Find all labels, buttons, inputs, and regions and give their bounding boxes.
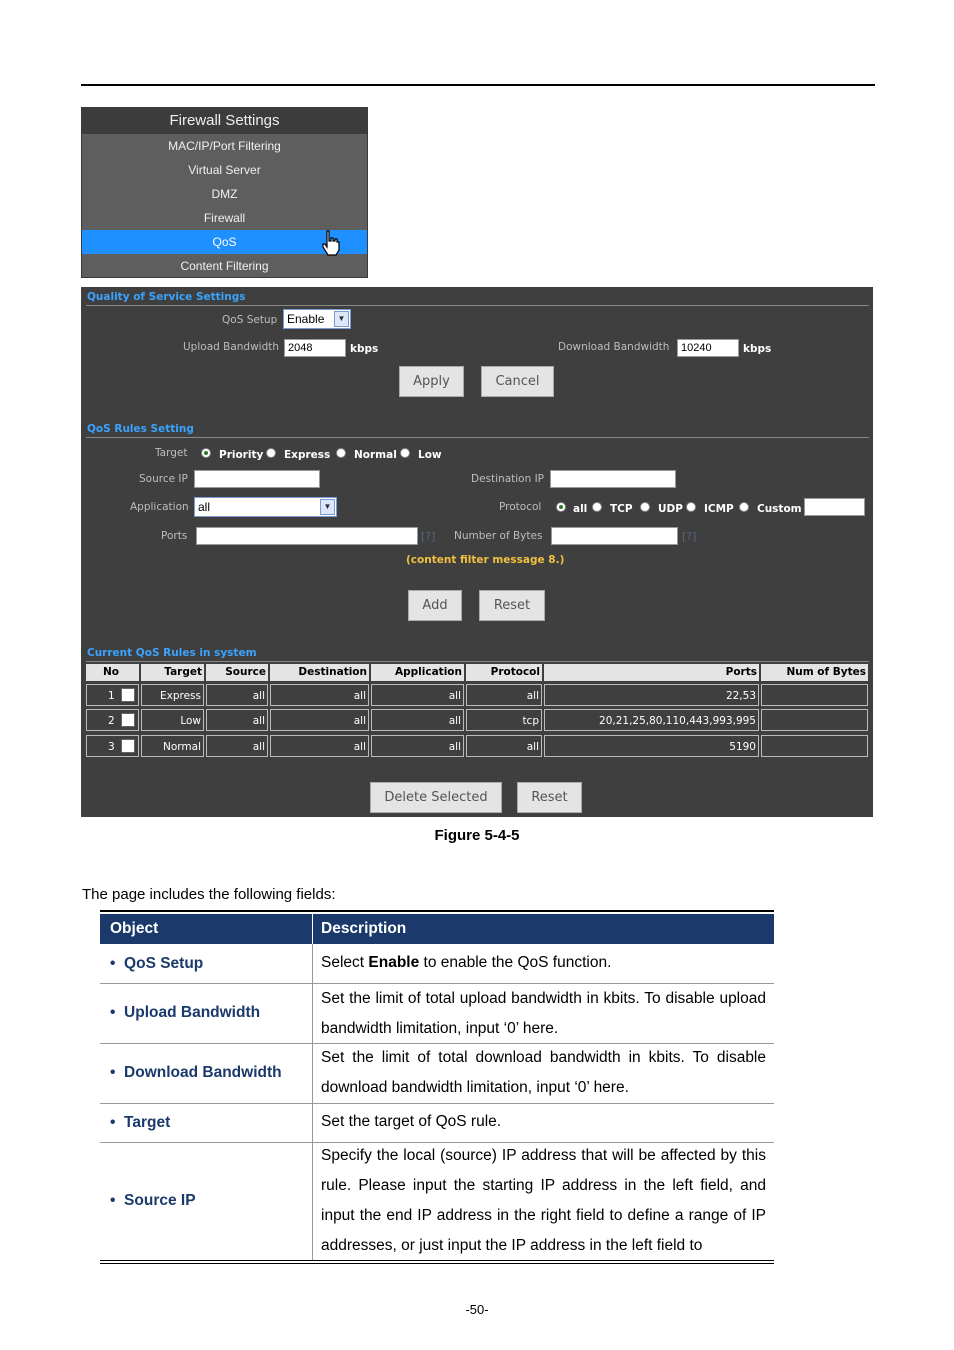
firewall-settings-menu xyxy=(81,107,368,278)
protocol-all-radio[interactable] xyxy=(556,502,566,512)
row-destination: all xyxy=(270,709,369,731)
source-ip-label: Source IP xyxy=(139,473,188,485)
row-no: 3 xyxy=(108,741,115,753)
source-ip-input[interactable] xyxy=(194,470,320,488)
row-protocol: all xyxy=(466,735,542,757)
description-cell: Specify the local (source) IP address that will be affected by this rule. Please input the starting IP address in the left field, and input the end IP address in the right field to define a range of IP addresses, or just input the IP address in the left field to xyxy=(321,1147,766,1254)
download-bandwidth-input[interactable]: 10240 xyxy=(677,339,739,357)
table-row xyxy=(100,984,774,1044)
row-select-checkbox[interactable] xyxy=(121,713,135,727)
ports-input[interactable] xyxy=(196,527,418,545)
row-no: 1 xyxy=(108,690,115,702)
target-low-radio[interactable] xyxy=(400,448,410,458)
row-source: all xyxy=(206,735,268,757)
qos-rules-heading: QoS Rules Setting xyxy=(87,423,194,435)
custom-protocol-input[interactable] xyxy=(804,498,865,516)
object-name: Download Bandwidth xyxy=(124,1064,282,1081)
table-row xyxy=(100,1044,774,1104)
apply-button[interactable]: Apply xyxy=(399,366,464,397)
object-cell: • QoS Setup xyxy=(110,955,204,972)
row-application: all xyxy=(371,709,464,731)
col-num-bytes: Num of Bytes xyxy=(761,664,868,681)
divider xyxy=(86,661,869,662)
target-low-label: Low xyxy=(418,449,442,461)
description-cell: Set the limit of total download bandwidth in kbits. To disable download bandwidth limitation, input ‘0’ here. xyxy=(321,1049,766,1096)
reset-rule-button[interactable]: Reset xyxy=(479,590,545,621)
col-application: Application xyxy=(371,664,464,681)
object-cell: • Upload Bandwidth xyxy=(110,1004,261,1021)
menu-title: Firewall Settings xyxy=(82,108,367,134)
row-ports: 22,53 xyxy=(544,684,759,706)
row-destination: all xyxy=(270,735,369,757)
qos-settings-heading: Quality of Service Settings xyxy=(87,291,246,303)
desc-text: Select xyxy=(321,954,369,971)
number-of-bytes-input[interactable] xyxy=(551,527,678,545)
delete-selected-button[interactable]: Delete Selected xyxy=(370,782,502,813)
qos-setup-label: QoS Setup xyxy=(222,314,278,326)
menu-item-virtual-server[interactable]: Virtual Server xyxy=(188,163,261,177)
qos-panel xyxy=(81,287,873,817)
protocol-all-label: all xyxy=(573,503,588,515)
application-select[interactable] xyxy=(194,497,337,517)
row-application: all xyxy=(371,735,464,757)
menu-item-dmz[interactable]: DMZ xyxy=(211,187,238,201)
protocol-udp-label: UDP xyxy=(658,503,683,515)
fields-table-header xyxy=(100,914,774,944)
protocol-icmp-label: ICMP xyxy=(704,503,734,515)
target-priority-label: Priority xyxy=(219,449,264,461)
protocol-tcp-radio[interactable] xyxy=(592,502,602,512)
desc-bold: Enable xyxy=(368,954,420,971)
destination-ip-label: Destination IP xyxy=(471,473,545,485)
cancel-button[interactable]: Cancel xyxy=(481,366,554,397)
protocol-icmp-radio[interactable] xyxy=(686,502,696,512)
row-ports: 20,21,25,80,110,443,993,995 xyxy=(544,709,759,731)
table-row xyxy=(100,1104,774,1143)
content-filter-note: (content filter message 8.) xyxy=(406,554,565,566)
upload-bandwidth-label: Upload Bandwidth xyxy=(183,341,280,353)
header-description: Description xyxy=(321,920,407,937)
target-priority-radio[interactable] xyxy=(201,448,211,458)
col-destination: Destination xyxy=(270,664,369,681)
target-express-radio[interactable] xyxy=(266,448,276,458)
description-cell: Set the target of QoS rule. xyxy=(321,1113,502,1130)
current-rules-heading: Current QoS Rules in system xyxy=(87,647,257,659)
table-row xyxy=(100,944,774,984)
upload-unit: kbps xyxy=(350,343,379,355)
application-label: Application xyxy=(130,501,189,513)
ports-help-link[interactable]: [?] xyxy=(421,530,436,543)
qos-setup-value: Enable xyxy=(287,312,325,326)
menu-item-content-filtering[interactable]: Content Filtering xyxy=(180,259,269,273)
row-no: 2 xyxy=(108,715,115,727)
menu-item-firewall[interactable]: Firewall xyxy=(203,211,246,225)
upload-bandwidth-input[interactable]: 2048 xyxy=(284,339,346,357)
object-cell: • Target xyxy=(110,1114,171,1131)
description-cell xyxy=(321,948,766,978)
row-source: all xyxy=(206,709,268,731)
add-button[interactable]: Add xyxy=(408,590,462,621)
figure-caption: Figure 5-4-5 xyxy=(434,827,520,844)
col-target: Target xyxy=(141,664,204,681)
row-ports: 5190 xyxy=(544,735,759,757)
number-of-bytes-label: Number of Bytes xyxy=(454,530,543,542)
row-select-checkbox[interactable] xyxy=(121,739,135,753)
hand-cursor-icon xyxy=(320,230,342,256)
header-object: Object xyxy=(110,920,159,937)
divider xyxy=(86,305,869,306)
table-bottom-rule xyxy=(100,1260,774,1261)
col-protocol: Protocol xyxy=(466,664,542,681)
row-bytes xyxy=(761,684,868,706)
protocol-udp-radio[interactable] xyxy=(640,502,650,512)
protocol-custom-label: Custom xyxy=(757,503,802,515)
protocol-label: Protocol xyxy=(499,501,542,513)
row-protocol: all xyxy=(466,684,542,706)
object-name: Target xyxy=(124,1114,171,1131)
row-protocol: tcp xyxy=(466,709,542,731)
desc-text: to enable the QoS function. xyxy=(419,954,612,971)
qos-setup-select[interactable] xyxy=(283,309,351,329)
table-row xyxy=(100,1143,774,1260)
protocol-custom-radio[interactable] xyxy=(739,502,749,512)
header-rule xyxy=(81,84,875,86)
row-destination: all xyxy=(270,684,369,706)
chevron-down-icon: ▼ xyxy=(334,311,349,327)
page-number: -50- xyxy=(465,1302,489,1317)
ports-label: Ports xyxy=(161,530,188,542)
destination-ip-input[interactable] xyxy=(550,470,676,488)
description-cell: Set the limit of total upload bandwidth in kbits. To disable upload bandwidth limitation, input ‘0’ here. xyxy=(321,990,766,1037)
row-target: Normal xyxy=(141,735,204,757)
reset-table-button[interactable]: Reset xyxy=(517,782,582,813)
target-normal-label: Normal xyxy=(354,449,397,461)
row-select-checkbox[interactable] xyxy=(121,688,135,702)
menu-item-mac-ip-port-filtering[interactable]: MAC/IP/Port Filtering xyxy=(168,139,281,153)
target-label: Target xyxy=(155,447,188,459)
row-source: all xyxy=(206,684,268,706)
table-top-rule xyxy=(100,910,774,912)
application-value: all xyxy=(198,500,211,514)
row-bytes xyxy=(761,735,868,757)
row-application: all xyxy=(371,684,464,706)
col-ports: Ports xyxy=(544,664,759,681)
object-name: Upload Bandwidth xyxy=(124,1004,261,1021)
divider xyxy=(86,437,869,438)
bytes-help-link[interactable]: [?] xyxy=(682,530,697,543)
object-cell: • Download Bandwidth xyxy=(110,1064,282,1081)
row-target: Express xyxy=(141,684,204,706)
row-target: Low xyxy=(141,709,204,731)
intro-text: The page includes the following fields: xyxy=(82,886,336,903)
col-source: Source xyxy=(206,664,268,681)
col-no: No xyxy=(86,664,139,681)
target-normal-radio[interactable] xyxy=(336,448,346,458)
row-bytes xyxy=(761,709,868,731)
table-bottom-rule xyxy=(100,1263,774,1264)
object-name: Source IP xyxy=(124,1192,196,1209)
object-name: QoS Setup xyxy=(124,955,204,972)
object-cell: • Source IP xyxy=(110,1192,196,1209)
chevron-down-icon: ▼ xyxy=(320,499,335,515)
target-express-label: Express xyxy=(284,449,331,461)
protocol-tcp-label: TCP xyxy=(610,503,633,515)
download-unit: kbps xyxy=(743,343,772,355)
menu-item-qos[interactable]: QoS xyxy=(82,230,367,254)
download-bandwidth-label: Download Bandwidth xyxy=(558,341,670,353)
